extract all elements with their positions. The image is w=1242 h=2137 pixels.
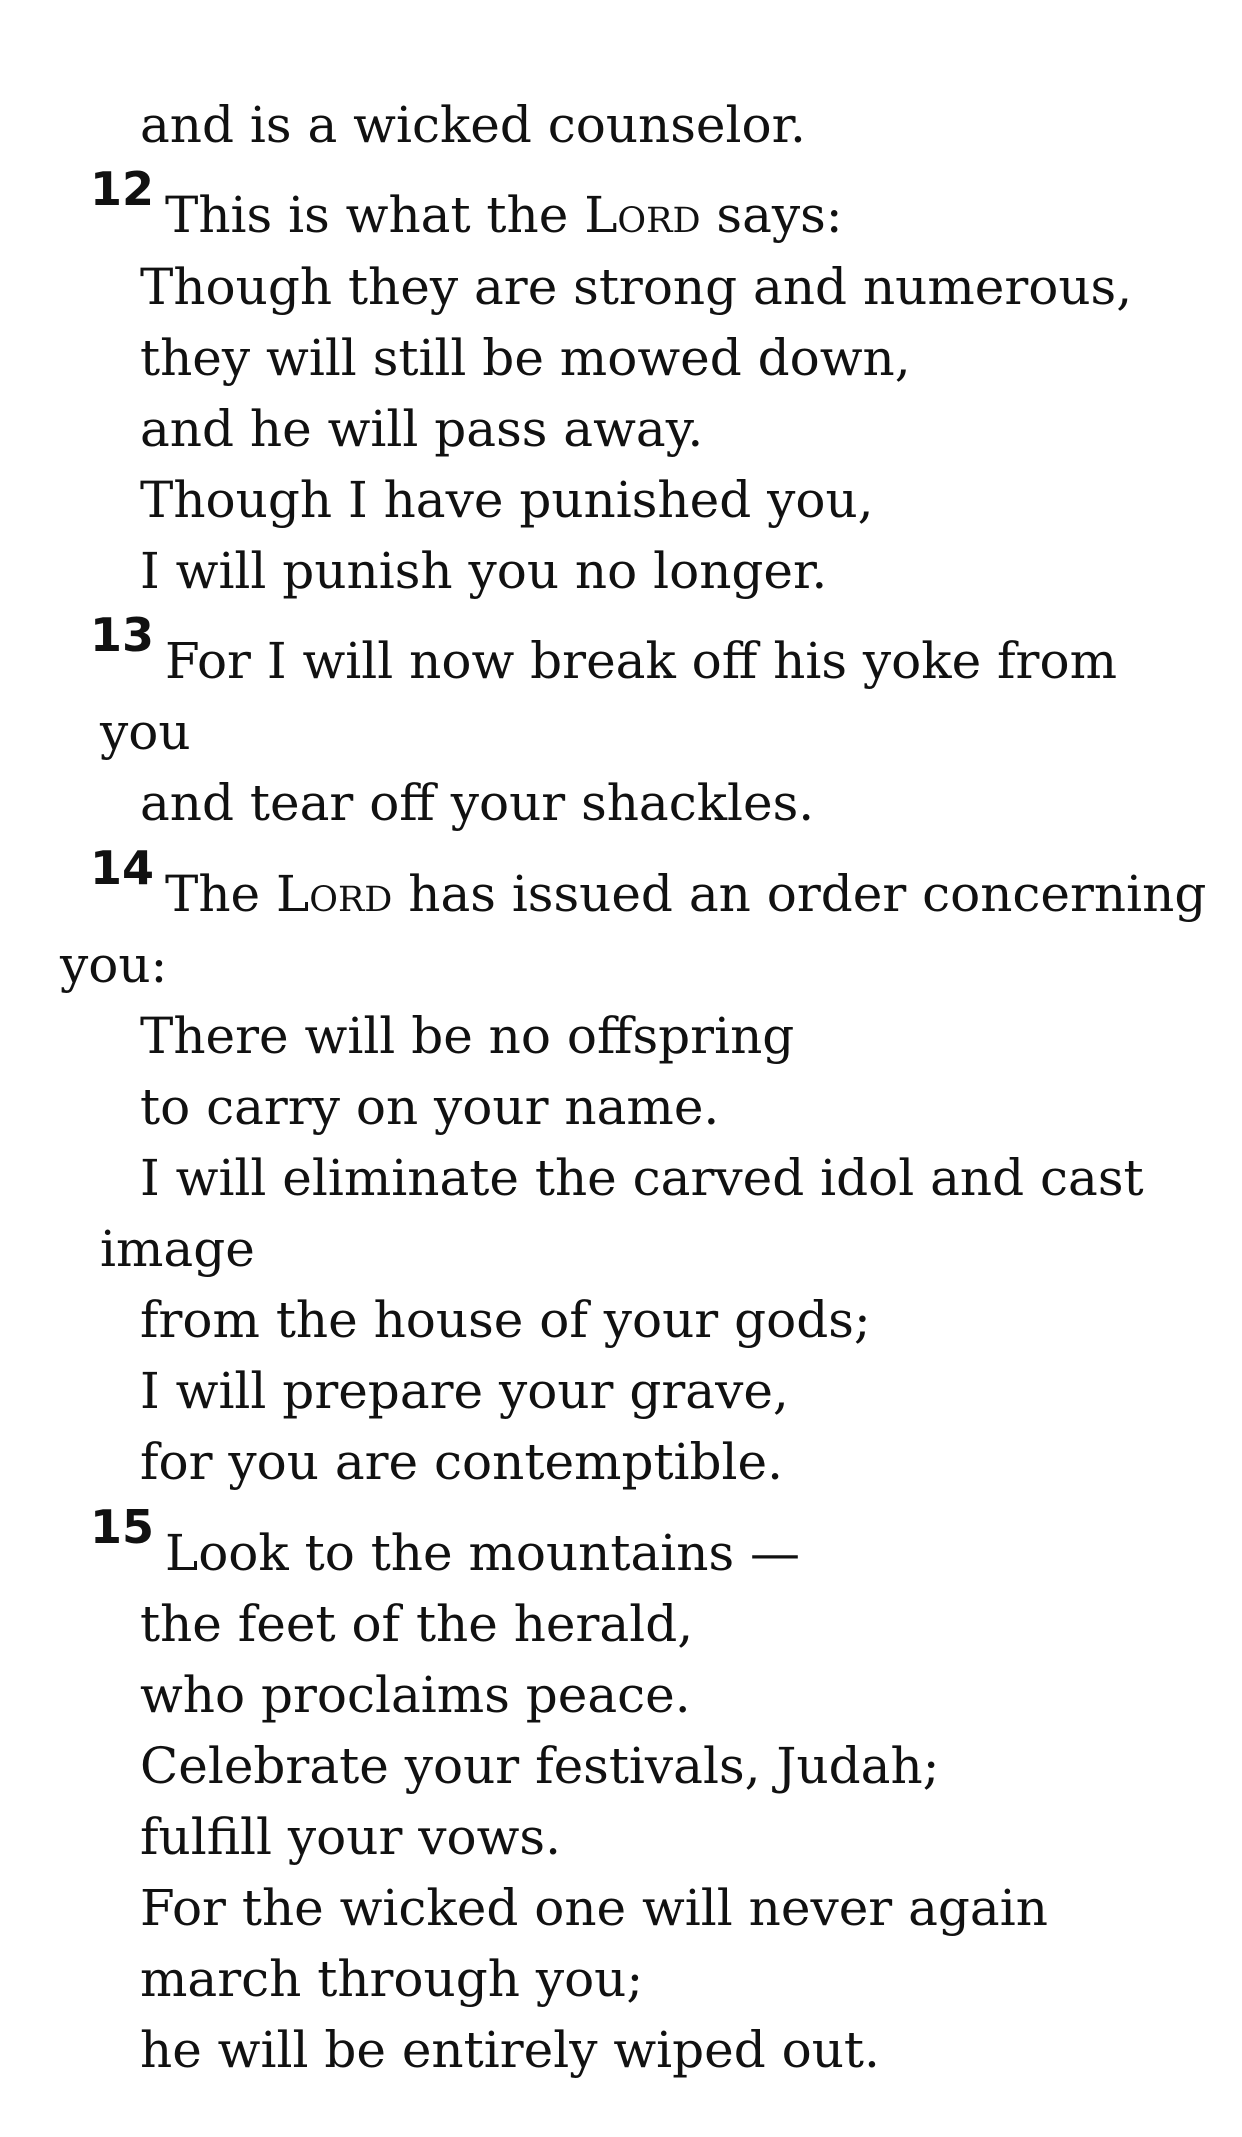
divine-name: Lord [584, 186, 701, 244]
text-line: Though I have punished you, [140, 471, 874, 529]
text-line: I will eliminate the carved idol and cast [140, 1149, 1144, 1207]
text-line-wrap: you: [60, 936, 168, 994]
text-line: Though they are strong and numerous, [140, 258, 1133, 316]
text-line: There will be no offspring [140, 1007, 795, 1065]
text-line: and is a wicked counselor. [140, 96, 806, 154]
text-line: from the house of your gods; [140, 1291, 871, 1349]
text-segment: The [165, 865, 277, 923]
text-line: I will punish you no longer. [140, 542, 828, 600]
divine-name: Lord [276, 865, 393, 923]
text-line: fulfill your vows. [140, 1808, 561, 1866]
text-line: to carry on your name. [140, 1078, 720, 1136]
text-line: he will be entirely wiped out. [140, 2021, 880, 2079]
text-line: the feet of the herald, [140, 1595, 694, 1653]
verse-first-line [165, 180, 843, 251]
text-line: and tear off your shackles. [140, 774, 815, 832]
text-line-wrap: you [100, 703, 191, 761]
verse-number: 15 [90, 1500, 155, 1554]
text-line: for you are contemptible. [140, 1433, 784, 1491]
verse-first-line: Look to the mountains — [165, 1524, 801, 1582]
text-line: Celebrate your festivals, Judah; [140, 1737, 940, 1795]
text-segment: says: [700, 186, 843, 244]
text-line: they will still be mowed down, [140, 329, 911, 387]
verse-first-line: For I will now break off his yoke from [165, 632, 1117, 690]
text-line: For the wicked one will never again [140, 1879, 1048, 1937]
verse-number: 14 [90, 841, 155, 895]
text-segment: This is what the [165, 186, 585, 244]
text-line: I will prepare your grave, [140, 1362, 789, 1420]
text-line: and he will pass away. [140, 400, 704, 458]
text-segment: has issued an order concerning [392, 865, 1207, 923]
verse-first-line [165, 859, 1206, 930]
text-line-wrap: image [100, 1220, 255, 1278]
text-line: who proclaims peace. [140, 1666, 691, 1724]
verse-number: 12 [90, 162, 155, 216]
text-line: march through you; [140, 1950, 644, 2008]
verse-number: 13 [90, 608, 155, 662]
